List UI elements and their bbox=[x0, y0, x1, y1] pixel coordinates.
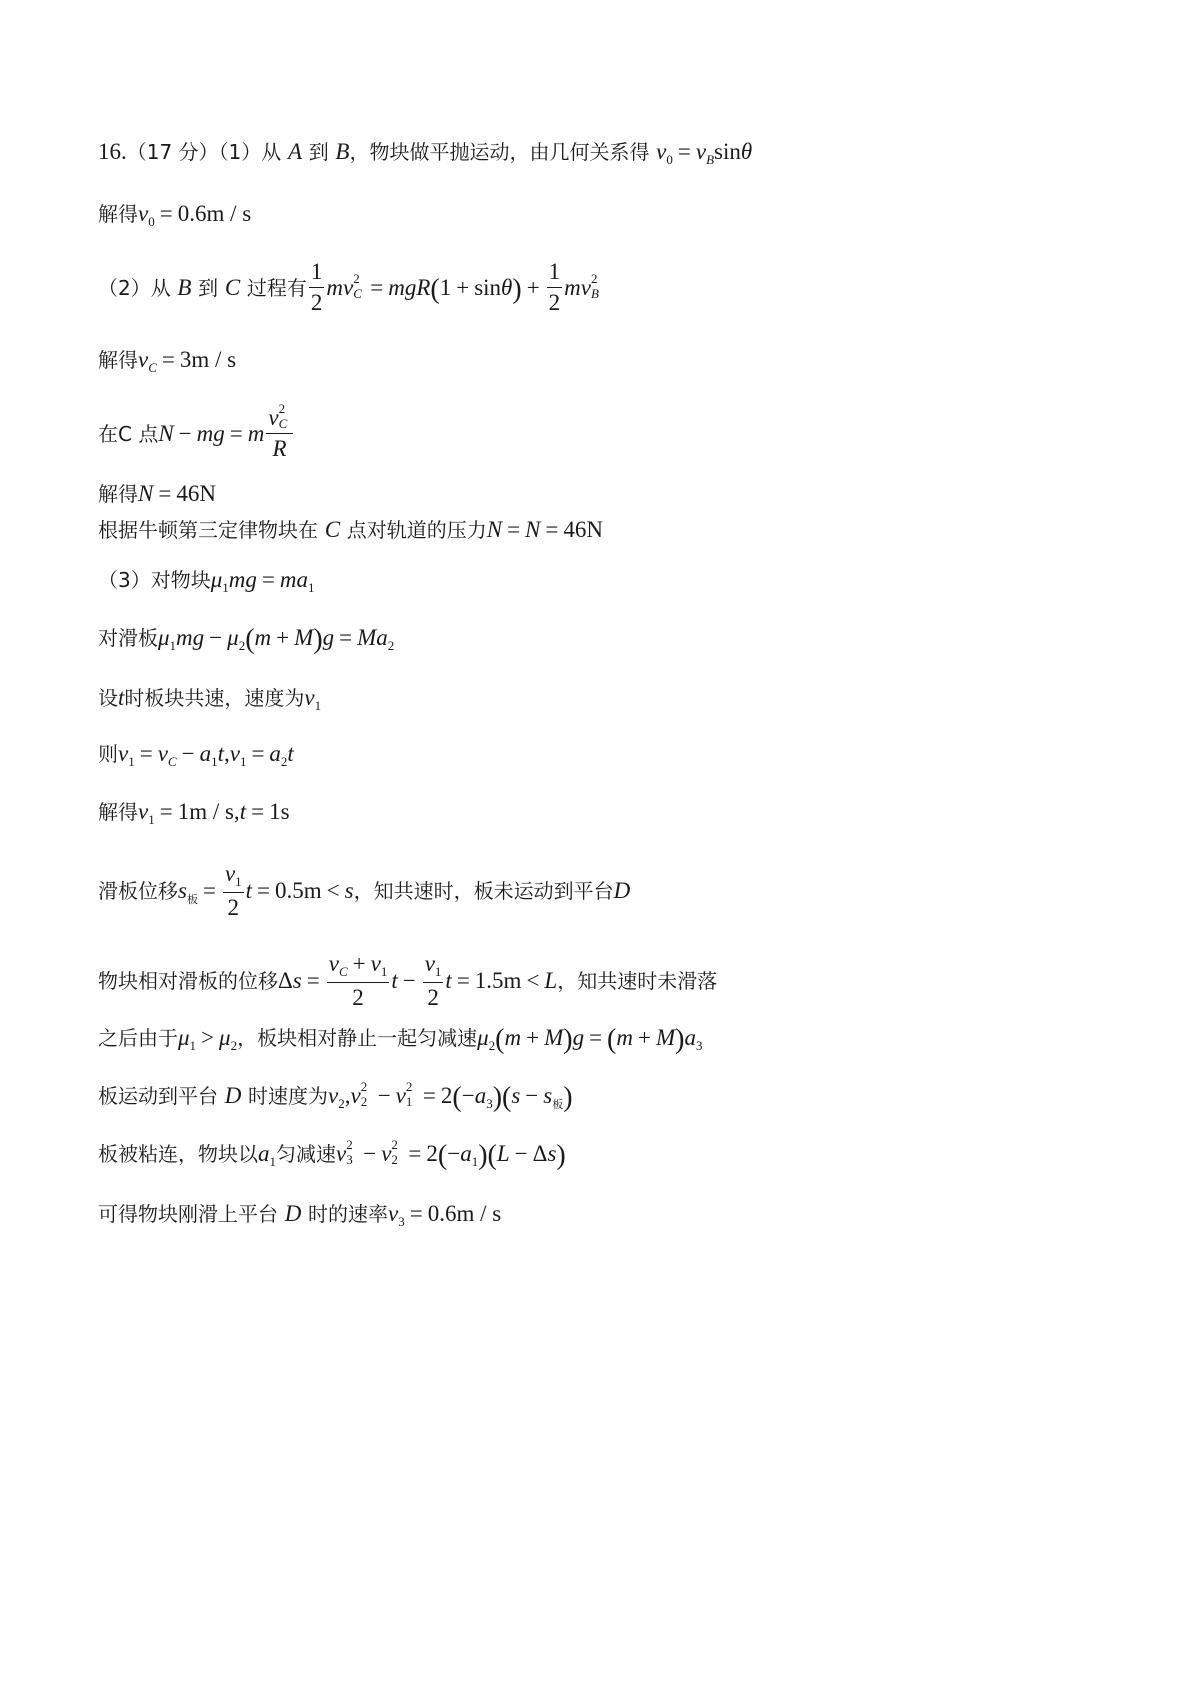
line-board-displacement: 滑板位移$s_板$ = $\frac{v_1}{2}$ t = 0.5m < s，知共速时，板未运动到平台D bbox=[98, 861, 631, 920]
value-vC: 3m / s bbox=[179, 347, 237, 372]
line-newton3: 根据牛顿第三定律物块在 C 点对轨道的压力N = N = 46N bbox=[98, 517, 603, 542]
equation-normal-force: N − mg = m v 2 C R bbox=[158, 421, 294, 446]
equation-v2: $v_2,v$ 2 2 − v 2 1 = $2(-a_3)(s - s_板)$ bbox=[328, 1079, 573, 1113]
line-final-result: 可得物块刚滑上平台 D 时的速率$v_3 = 0.6m / s$ bbox=[98, 1201, 502, 1229]
line-board-stuck: 板被粘连，物块以$a_1$匀减速v 2 3 − v 2 2 = $2(-a_1)(L - \Delta s)$ bbox=[98, 1137, 566, 1171]
line-part2-energy: （2）从 B 到 C 过程有 $\frac{1}{2}$ mv 2 C = mgR(1 + sinθ) + $\frac{1}{2}$ mv 2 B bbox=[98, 262, 603, 317]
equation-board-accel: $\mu_1mg - \mu_2(m + M)g = Ma_2$ bbox=[158, 624, 395, 655]
line-board-accel: 对滑板$\mu_1mg - \mu_2(m + M)g = Ma_2$ bbox=[98, 624, 395, 655]
value-v1: 1m / s, bbox=[177, 799, 240, 824]
line-board-reach-D: 板运动到平台 D 时速度为$v_2,v$ 2 2 − v 2 1 = $2(-a_3)(s - s_板)$ bbox=[98, 1079, 573, 1113]
line-decelerate-together: 之后由于$\mu_1 > \mu_2$，板块相对静止一起匀减速$\mu_2(m + M)g = (m + M)a_3$ bbox=[98, 1024, 703, 1055]
line-v1-result: 解得$v_1 = 1m / s,t = 1s$ bbox=[98, 799, 290, 827]
line-part1-heading: 16.（17 分）（1）从 A 到 B，物块做平抛运动，由几何关系得 $v_0 = v_B\sin\theta$ bbox=[98, 139, 753, 167]
equation-relative-displacement: Δs = $\frac{v_C + v_1}{2}$ t − $\frac{v_1}{2}$ t = 1.5m < L bbox=[278, 951, 558, 1010]
value-v0: 0.6m / s bbox=[177, 201, 252, 226]
value-t: 1s bbox=[269, 799, 290, 824]
line-assume: 设t时板块共速，速度为$v_1$ bbox=[98, 685, 322, 713]
line-N-result: 解得N = 46N bbox=[98, 481, 216, 506]
line-atC: 在C 点N − mg = m v 2 C R bbox=[98, 408, 295, 463]
equation-block-accel: $\mu_1mg = ma_1$ bbox=[210, 567, 315, 595]
equation-common-decel: $\mu_2(m + M)g = (m + M)a_3$ bbox=[477, 1024, 703, 1055]
equation-v3: v 2 3 − v 2 2 = $2(-a_1)(L - \Delta s)$ bbox=[336, 1137, 566, 1171]
value-N: 46N bbox=[176, 481, 216, 506]
question-number: 16. bbox=[98, 139, 127, 164]
line-vC-result: 解得$v_C = 3m / s$ bbox=[98, 347, 237, 375]
equation-common-velocity: $v_1 = v_C - a_1t,v_1 = a_2t$ bbox=[118, 741, 294, 769]
equation-energy: $\frac{1}{2}$ mv 2 C = mgR(1 + sinθ) + $\frac{1}{2}$ mv 2 B bbox=[310, 259, 599, 316]
line-then: 则$v_1 = v_C - a_1t,v_1 = a_2t$ bbox=[98, 741, 294, 769]
line-v0-result: 解得$v_0 = 0.6m / s$ bbox=[98, 201, 252, 229]
equation-board-displacement: $s_板$ = $\frac{v_1}{2}$ t = 0.5m < s bbox=[178, 861, 354, 920]
value-v3: 0.6m / s bbox=[427, 1201, 502, 1226]
line-part3-block: （3）对物块$\mu_1mg = ma_1$ bbox=[98, 567, 315, 595]
equation-v0: $v_0 = v_B\sin\theta$ bbox=[656, 139, 753, 167]
line-relative-displacement: 物块相对滑板的位移Δs = $\frac{v_C + v_1}{2}$ t − $\frac{v_1}{2}$ t = 1.5m < L，知共速时未滑落 bbox=[98, 951, 718, 1010]
question-score: （17 分） bbox=[126, 140, 219, 164]
